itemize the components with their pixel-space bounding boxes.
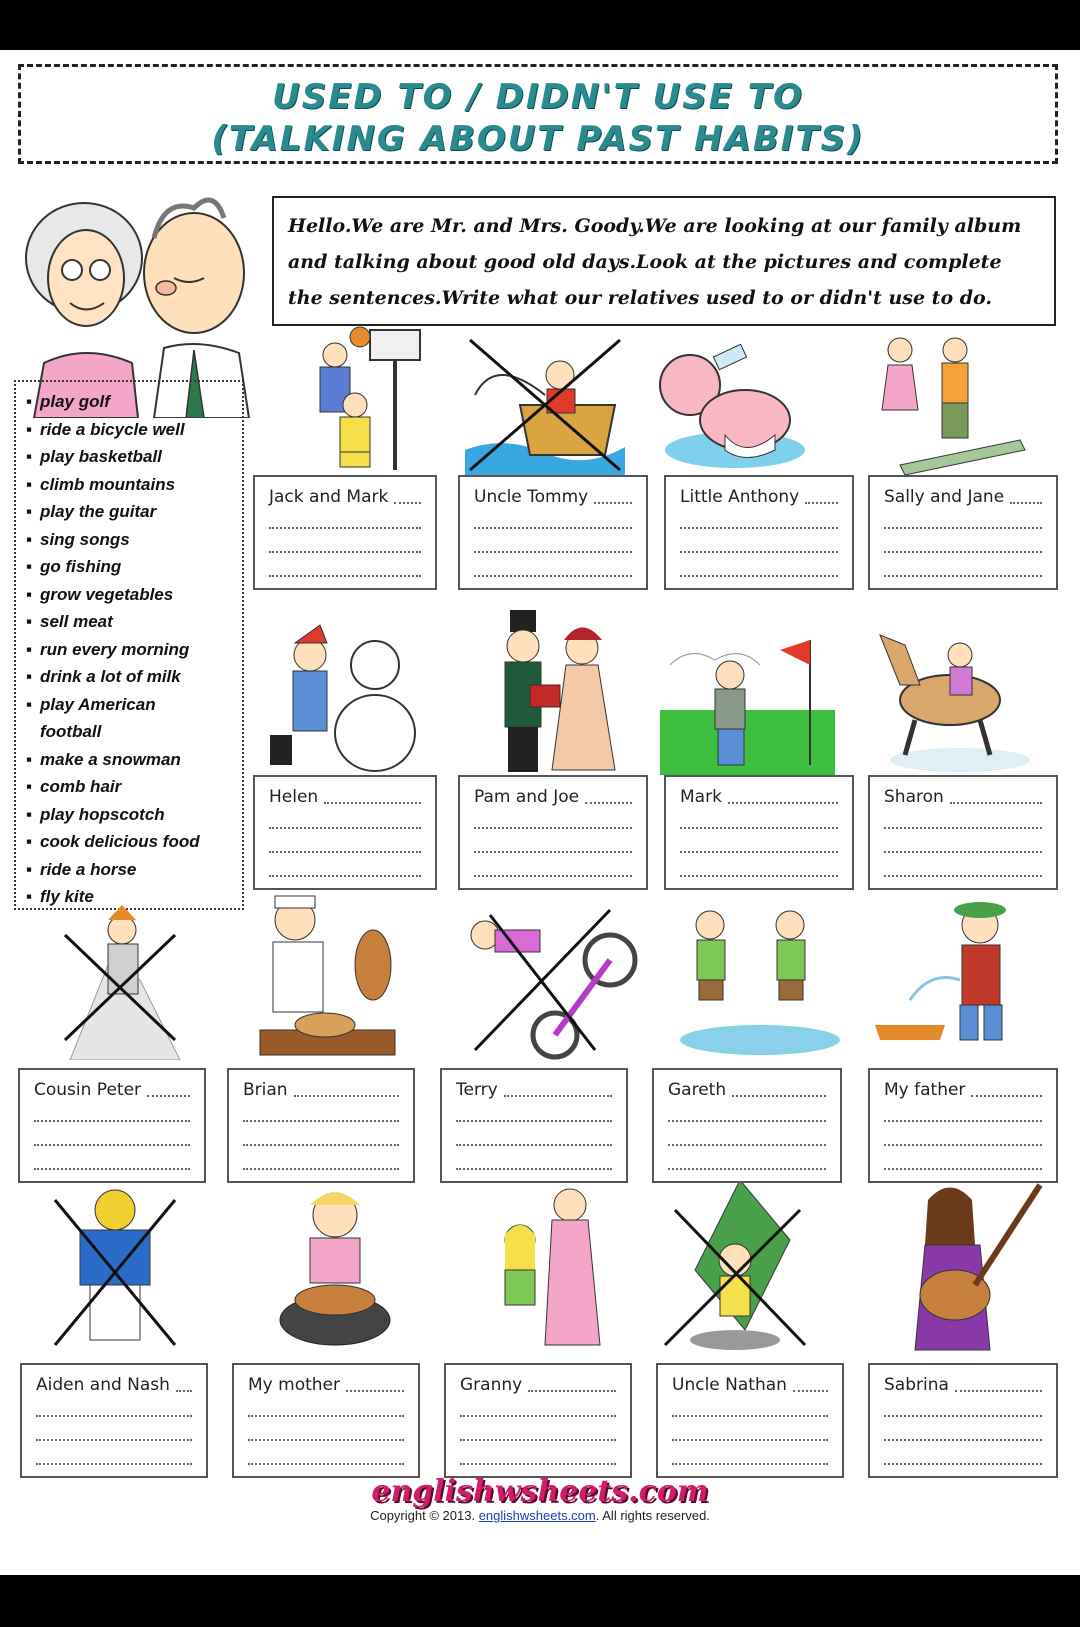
answer-line[interactable] xyxy=(474,827,632,829)
word-bank-item: ▪ play the guitar xyxy=(26,502,157,521)
answer-line[interactable] xyxy=(668,1144,826,1146)
answer-card-uncle-tommy xyxy=(458,475,648,590)
answer-card-gareth xyxy=(652,1068,842,1183)
card-name: Granny xyxy=(460,1375,523,1395)
answer-card-my-father xyxy=(868,1068,1058,1183)
answer-line[interactable] xyxy=(884,575,1042,577)
answer-line[interactable] xyxy=(680,527,838,529)
answer-line[interactable] xyxy=(474,575,632,577)
card-name: Uncle Nathan xyxy=(672,1375,787,1395)
answer-card-sharon xyxy=(868,775,1058,890)
answer-line[interactable] xyxy=(680,827,838,829)
card-name: Little Anthony xyxy=(680,487,800,507)
card-name: Terry xyxy=(456,1080,498,1100)
answer-line[interactable] xyxy=(474,851,632,853)
answer-line[interactable] xyxy=(732,1095,826,1097)
answer-line[interactable] xyxy=(672,1463,828,1465)
answer-line[interactable] xyxy=(248,1463,404,1465)
answer-line[interactable] xyxy=(884,1463,1042,1465)
answer-line[interactable] xyxy=(594,502,632,504)
answer-line[interactable] xyxy=(474,527,632,529)
answer-line[interactable] xyxy=(884,875,1042,877)
bicycle-fall-picture-crossed xyxy=(445,890,645,1060)
answer-card-granny xyxy=(444,1363,632,1478)
answer-card-uncle-nathan xyxy=(656,1363,844,1478)
answer-line[interactable] xyxy=(680,551,838,553)
answer-line[interactable] xyxy=(668,1168,826,1170)
answer-card-sally-and-jane xyxy=(868,475,1058,590)
butcher-picture xyxy=(255,890,405,1060)
answer-line[interactable] xyxy=(243,1168,399,1170)
word-bank-item: ▪ sing songs xyxy=(26,529,130,549)
answer-line[interactable] xyxy=(34,1120,190,1122)
answer-line[interactable] xyxy=(456,1120,612,1122)
answer-line[interactable] xyxy=(528,1390,616,1392)
answer-line[interactable] xyxy=(243,1120,399,1122)
golf-picture xyxy=(660,625,835,775)
answer-line[interactable] xyxy=(950,802,1042,804)
copyright-link[interactable]: englishwsheets.com xyxy=(478,1508,596,1523)
answer-line[interactable] xyxy=(248,1415,404,1417)
title-frame xyxy=(18,64,1058,164)
fishing-picture-crossed xyxy=(465,335,625,475)
answer-line[interactable] xyxy=(884,527,1042,529)
snowman-picture xyxy=(265,615,430,775)
answer-line[interactable] xyxy=(884,1120,1042,1122)
word-bank-item: ▪ fly kite xyxy=(26,887,94,906)
word-bank-item: ▪ make a snowman xyxy=(26,749,181,769)
answer-line[interactable] xyxy=(955,1390,1042,1392)
answer-line[interactable] xyxy=(672,1439,828,1441)
card-name: Aiden and Nash xyxy=(36,1375,170,1395)
answer-line[interactable] xyxy=(460,1463,616,1465)
answer-line[interactable] xyxy=(269,827,421,829)
answer-line[interactable] xyxy=(474,551,632,553)
answer-line[interactable] xyxy=(1010,502,1042,504)
card-name: Brian xyxy=(243,1080,288,1100)
answer-card-pam-and-joe xyxy=(458,775,648,890)
answer-line[interactable] xyxy=(884,851,1042,853)
answer-line[interactable] xyxy=(36,1463,192,1465)
copyright-notice: Copyright © 2013. englishwsheets.com. All rights reserved. xyxy=(370,1508,710,1523)
card-name: My father xyxy=(884,1080,966,1100)
card-name: Mark xyxy=(680,787,722,807)
word-bank-item: ▪ play hopscotch xyxy=(26,804,165,824)
answer-line[interactable] xyxy=(680,875,838,877)
answer-line[interactable] xyxy=(394,502,421,504)
answer-line[interactable] xyxy=(243,1144,399,1146)
horse-riding-picture xyxy=(860,615,1030,775)
answer-card-helen xyxy=(253,775,437,890)
answer-card-jack-and-mark xyxy=(253,475,437,590)
answer-line[interactable] xyxy=(971,1095,1042,1097)
answer-line[interactable] xyxy=(884,1439,1042,1441)
singing-couple-picture xyxy=(490,610,620,775)
answer-line[interactable] xyxy=(460,1439,616,1441)
answer-card-little-anthony xyxy=(664,475,854,590)
basketball-picture xyxy=(300,325,430,475)
word-bank-item: ▪ drink a lot of milk xyxy=(26,667,181,686)
answer-line[interactable] xyxy=(34,1168,190,1170)
title-line-2: (TALKING ABOUT PAST HABITS) xyxy=(211,119,865,159)
answer-card-sabrina xyxy=(868,1363,1058,1478)
answer-card-brian xyxy=(227,1068,415,1183)
answer-line[interactable] xyxy=(176,1390,192,1392)
gardening-picture xyxy=(870,890,1040,1060)
answer-line[interactable] xyxy=(728,802,838,804)
answer-line[interactable] xyxy=(884,1415,1042,1417)
card-name: Cousin Peter xyxy=(34,1080,142,1100)
card-name: Gareth xyxy=(668,1080,727,1100)
word-bank-item: ▪ ride a bicycle well xyxy=(26,419,185,439)
word-bank-item: ▪ climb mountains xyxy=(26,474,176,494)
answer-line[interactable] xyxy=(346,1390,404,1392)
word-bank-item: ▪ cook delicious food xyxy=(26,832,200,851)
answer-line[interactable] xyxy=(269,527,421,529)
answer-line[interactable] xyxy=(324,802,421,804)
answer-line[interactable] xyxy=(456,1168,612,1170)
kite-picture-crossed xyxy=(660,1180,810,1355)
word-bank-item: ▪ play golf xyxy=(26,392,110,411)
answer-card-cousin-peter xyxy=(18,1068,206,1183)
copyright-prefix: Copyright © 2013. xyxy=(370,1508,476,1523)
site-logo: englishwsheets.com xyxy=(371,1474,709,1509)
running-picture xyxy=(665,900,845,1060)
answer-line[interactable] xyxy=(680,575,838,577)
answer-line[interactable] xyxy=(456,1144,612,1146)
card-name: My mother xyxy=(248,1375,340,1395)
baby-milk-picture xyxy=(645,340,825,475)
answer-line[interactable] xyxy=(34,1144,190,1146)
answer-line[interactable] xyxy=(884,1168,1042,1170)
word-bank-item: ▪ play basketball xyxy=(26,447,162,466)
word-bank xyxy=(14,380,244,910)
word-bank-item: ▪ run every morning xyxy=(26,639,190,659)
word-bank-item: ▪ play American football xyxy=(26,694,156,741)
card-name: Sharon xyxy=(884,787,944,807)
card-name: Jack and Mark xyxy=(269,487,389,507)
card-name: Sally and Jane xyxy=(884,487,1005,507)
answer-line[interactable] xyxy=(269,851,421,853)
climbing-picture-crossed xyxy=(60,900,185,1060)
answer-line[interactable] xyxy=(269,875,421,877)
word-bank-item: ▪ go fishing xyxy=(26,557,122,576)
answer-line[interactable] xyxy=(884,551,1042,553)
card-name: Pam and Joe xyxy=(474,787,580,807)
answer-line[interactable] xyxy=(474,875,632,877)
answer-line[interactable] xyxy=(805,502,838,504)
answer-card-aiden-and-nash xyxy=(20,1363,208,1478)
answer-line[interactable] xyxy=(504,1095,612,1097)
answer-line[interactable] xyxy=(884,827,1042,829)
answer-line[interactable] xyxy=(793,1390,828,1392)
answer-line[interactable] xyxy=(269,551,421,553)
title-line-1: USED TO / DIDN'T USE TO xyxy=(272,77,804,117)
answer-card-mark xyxy=(664,775,854,890)
answer-card-terry xyxy=(440,1068,628,1183)
hopscotch-picture xyxy=(870,325,1030,475)
answer-line[interactable] xyxy=(248,1439,404,1441)
answer-line[interactable] xyxy=(668,1120,826,1122)
worksheet-page xyxy=(0,50,1080,1575)
card-name: Sabrina xyxy=(884,1375,949,1395)
combing-hair-picture xyxy=(490,1180,610,1355)
answer-line[interactable] xyxy=(680,851,838,853)
word-bank-item: ▪ grow vegetables xyxy=(26,584,174,604)
instructions-text: Hello.We are Mr. and Mrs. Goody.We are looking at our family album and talking about good old days.Look at the pictures and complete the sentences.Write what our relatives used to or didn't use to do. xyxy=(272,196,1056,326)
answer-card-my-mother xyxy=(232,1363,420,1478)
answer-line[interactable] xyxy=(672,1415,828,1417)
answer-line[interactable] xyxy=(269,575,421,577)
answer-line[interactable] xyxy=(36,1415,192,1417)
card-name: Helen xyxy=(269,787,319,807)
answer-line[interactable] xyxy=(585,802,632,804)
answer-line[interactable] xyxy=(36,1439,192,1441)
answer-line[interactable] xyxy=(884,1144,1042,1146)
american-football-picture-crossed xyxy=(50,1185,180,1355)
answer-line[interactable] xyxy=(460,1415,616,1417)
word-bank-item: ▪ sell meat xyxy=(26,612,113,631)
answer-line[interactable] xyxy=(147,1095,190,1097)
cooking-picture xyxy=(265,1180,405,1355)
word-bank-item: ▪ ride a horse xyxy=(26,859,137,879)
copyright-suffix: All rights reserved. xyxy=(602,1508,710,1523)
guitar-picture xyxy=(890,1175,1050,1355)
answer-line[interactable] xyxy=(294,1095,399,1097)
word-bank-item: ▪ comb hair xyxy=(26,777,122,796)
card-name: Uncle Tommy xyxy=(474,487,589,507)
